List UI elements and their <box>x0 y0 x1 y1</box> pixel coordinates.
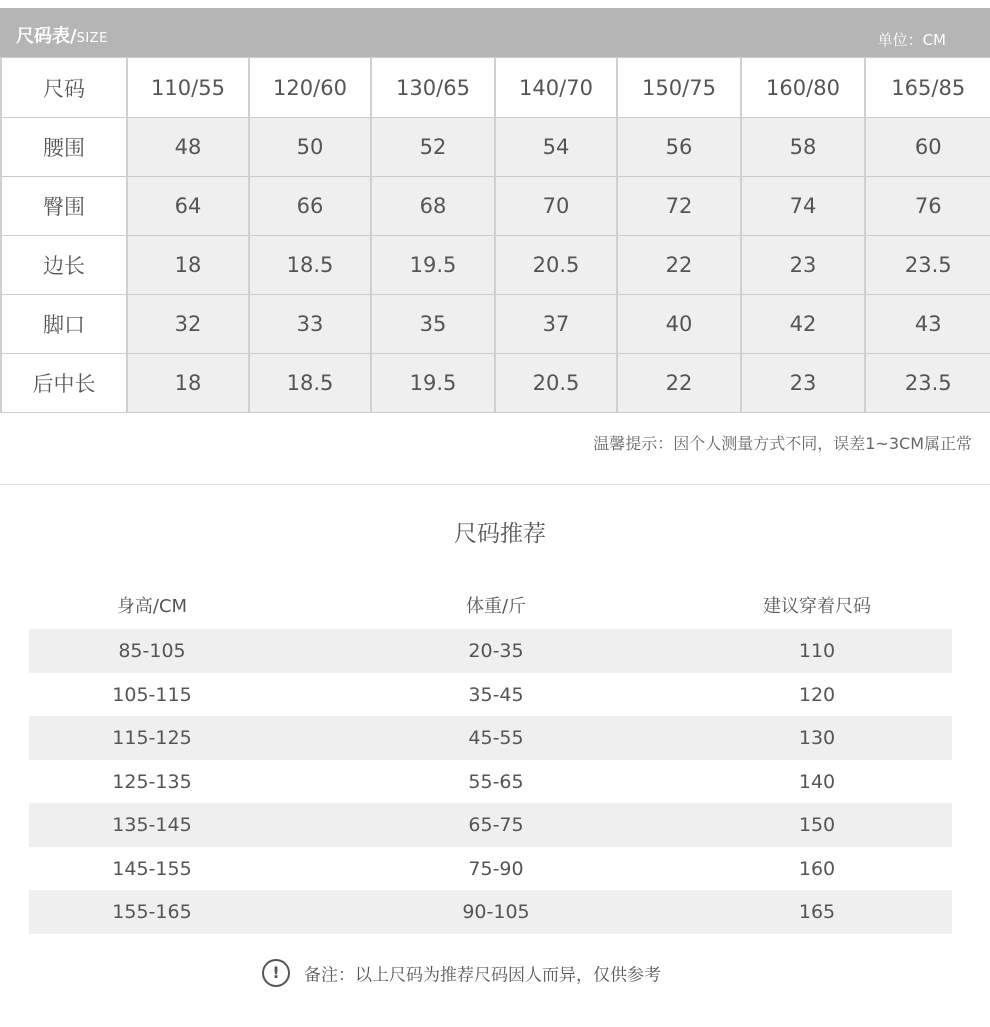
size-cell: 50 <box>249 118 371 177</box>
recommend-weight: 35-45 <box>468 684 524 706</box>
recommend-row <box>29 847 952 890</box>
size-cell: 40 <box>617 295 741 354</box>
size-cell: 18 <box>127 354 249 413</box>
size-cell: 33 <box>249 295 371 354</box>
recommend-row <box>29 716 952 760</box>
title-sub-text: SIZE <box>76 31 108 46</box>
size-cell: 23.5 <box>865 236 990 295</box>
size-table <box>0 57 990 413</box>
size-cell: 20.5 <box>495 354 617 413</box>
recommend-row <box>29 629 952 673</box>
size-cell: 23 <box>741 354 865 413</box>
size-table-row <box>1 236 990 295</box>
recommend-row <box>29 673 952 716</box>
size-cell: 54 <box>495 118 617 177</box>
size-cell: 32 <box>127 295 249 354</box>
note-text: 备注：以上尺码为推荐尺码因人而异，仅供参考 <box>304 965 661 986</box>
size-cell: 23.5 <box>865 354 990 413</box>
recommend-weight: 65-75 <box>468 814 524 836</box>
recommend-row <box>29 890 952 934</box>
size-row-label: 腰围 <box>1 118 127 177</box>
recommend-size: 150 <box>798 814 836 836</box>
header-height: 身高/CM <box>116 596 188 617</box>
size-cell: 58 <box>741 118 865 177</box>
size-cell: 43 <box>865 295 990 354</box>
recommend-weight: 20-35 <box>468 640 524 662</box>
recommend-height: 85-105 <box>118 640 186 662</box>
size-row-label: 臀围 <box>1 177 127 236</box>
recommend-height: 155-165 <box>112 901 192 923</box>
size-chart-header <box>0 8 990 57</box>
size-header-cell: 130/65 <box>371 58 495 118</box>
size-chart-title <box>16 22 108 48</box>
size-cell: 42 <box>741 295 865 354</box>
size-table-row <box>1 118 990 177</box>
size-cell: 64 <box>127 177 249 236</box>
size-cell: 23 <box>741 236 865 295</box>
size-header-cell: 160/80 <box>741 58 865 118</box>
recommend-height: 125-135 <box>112 771 192 793</box>
size-cell: 66 <box>249 177 371 236</box>
size-row-label: 后中长 <box>1 354 127 413</box>
size-table-row <box>1 177 990 236</box>
recommend-weight: 55-65 <box>468 771 524 793</box>
size-cell: 35 <box>371 295 495 354</box>
note <box>262 959 661 989</box>
recommend-weight: 75-90 <box>468 858 524 880</box>
size-header-cell: 110/55 <box>127 58 249 118</box>
exclamation-circle-icon: ! <box>262 959 290 987</box>
size-row-label: 脚口 <box>1 295 127 354</box>
size-cell: 19.5 <box>371 236 495 295</box>
size-header-cell: 140/70 <box>495 58 617 118</box>
recommend-weight: 90-105 <box>462 901 530 923</box>
size-cell: 76 <box>865 177 990 236</box>
size-cell: 22 <box>617 354 741 413</box>
recommend-height: 145-155 <box>112 858 192 880</box>
size-cell: 20.5 <box>495 236 617 295</box>
divider <box>0 484 990 485</box>
size-header-cell: 120/60 <box>249 58 371 118</box>
recommend-size: 160 <box>798 858 836 880</box>
size-cell: 72 <box>617 177 741 236</box>
size-cell: 18.5 <box>249 236 371 295</box>
size-cell: 68 <box>371 177 495 236</box>
header-size: 建议穿着尺码 <box>763 596 871 617</box>
recommend-weight: 45-55 <box>468 727 524 749</box>
recommend-row <box>29 803 952 847</box>
size-cell: 70 <box>495 177 617 236</box>
recommend-height: 115-125 <box>112 727 192 749</box>
size-cell: 74 <box>741 177 865 236</box>
size-header-label: 尺码 <box>1 58 127 118</box>
size-cell: 52 <box>371 118 495 177</box>
size-cell: 19.5 <box>371 354 495 413</box>
recommend-height: 135-145 <box>112 814 192 836</box>
recommend-height: 105-115 <box>112 684 192 706</box>
size-row-label: 边长 <box>1 236 127 295</box>
header-weight: 体重/斤 <box>465 596 527 617</box>
recommend-size: 140 <box>798 771 836 793</box>
recommend-table <box>29 629 952 934</box>
size-table-row <box>1 354 990 413</box>
size-cell: 56 <box>617 118 741 177</box>
size-cell: 18 <box>127 236 249 295</box>
size-cell: 18.5 <box>249 354 371 413</box>
measurement-tip: 温馨提示：因个人测量方式不同，误差1~3CM属正常 <box>593 434 972 453</box>
recommend-size: 110 <box>798 640 836 662</box>
size-cell: 22 <box>617 236 741 295</box>
recommend-row <box>29 760 952 803</box>
recommend-title: 尺码推荐 <box>454 521 546 547</box>
recommend-header <box>29 592 952 622</box>
unit-label: 单位：CM <box>877 31 946 49</box>
size-header-cell: 150/75 <box>617 58 741 118</box>
size-cell: 60 <box>865 118 990 177</box>
recommend-size: 120 <box>798 684 836 706</box>
size-header-cell: 165/85 <box>865 58 990 118</box>
recommend-size: 130 <box>798 727 836 749</box>
size-cell: 48 <box>127 118 249 177</box>
recommend-size: 165 <box>798 901 836 923</box>
title-text: 尺码表/ <box>16 26 77 47</box>
size-table-header-row <box>1 58 990 118</box>
size-cell: 37 <box>495 295 617 354</box>
size-table-row <box>1 295 990 354</box>
